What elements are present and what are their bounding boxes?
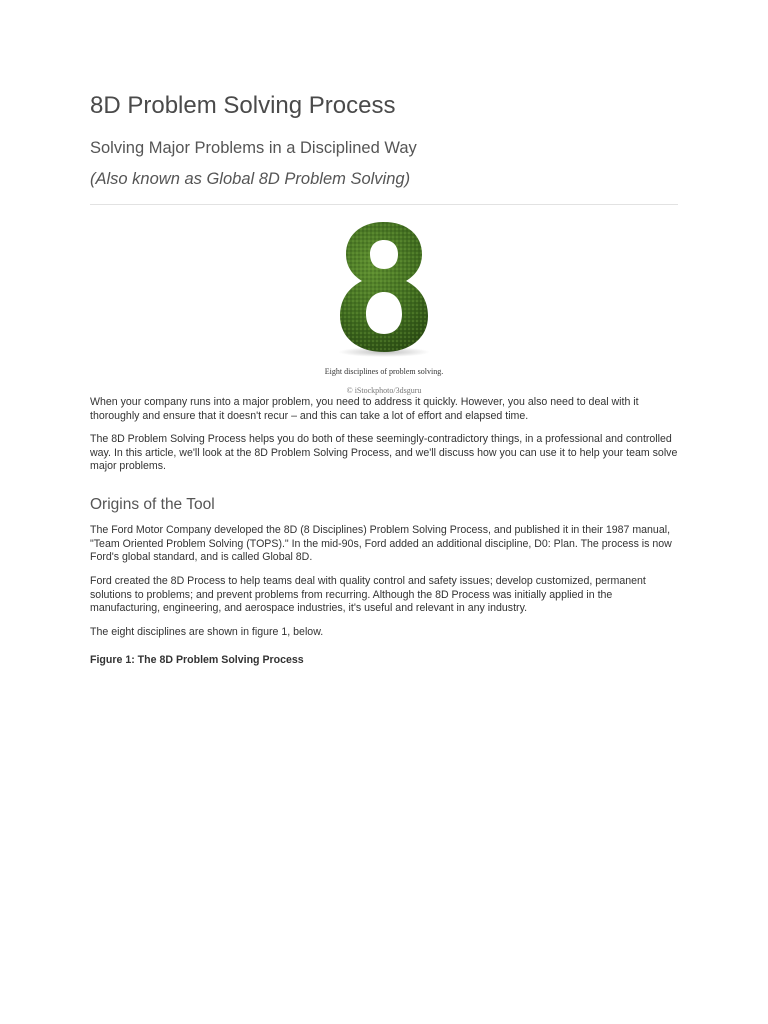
header-divider [90, 204, 678, 205]
origins-paragraph-2: Ford created the 8D Process to help teams deal with quality control and safety issues; develop customized, permanent solutions to problems; and prevent problems from recurring. Although the 8D Process was initially applied in the manufacturing, engineering, and aerospace industries, it's useful and relevant in any industry. [90, 575, 646, 615]
also-known-as: (Also known as Global 8D Problem Solving) [90, 170, 411, 188]
section-heading-origins: Origins of the Tool [90, 496, 215, 513]
origins-paragraph-3: The eight disciplines are shown in figure 1, below. [90, 626, 324, 638]
image-caption: Eight disciplines of problem solving. [324, 367, 444, 376]
intro-paragraph-2: The 8D Problem Solving Process helps you do both of these seemingly-contradictory things, in a professional and controlled way. In this article, we'll look at the 8D Problem Solving Process, and we'll discuss how you can use it to help your team solve major problems. [90, 433, 678, 473]
page-title: 8D Problem Solving Process [90, 92, 396, 119]
intro-paragraph-1: When your company runs into a major problem, you need to address it quickly. However, you also need to deal with it thoroughly and ensure that it doesn't recur – and this can take a lot of effort and elapsed time. [90, 396, 639, 422]
grass-number-eight-icon [324, 216, 444, 358]
page-subtitle: Solving Major Problems in a Disciplined Way [90, 139, 417, 157]
image-credit: © iStockphoto/3dsguru [346, 386, 422, 395]
origins-paragraph-1: The Ford Motor Company developed the 8D (8 Disciplines) Problem Solving Process, and published it in their 1987 manual, "Team Oriented Problem Solving (TOPS)." In the mid-90s, Ford added an additional discipline, D0: Plan. The process is now Ford's global standard, and is called Global 8D. [90, 524, 672, 564]
figure-label: Figure 1: The 8D Problem Solving Process [90, 654, 304, 666]
